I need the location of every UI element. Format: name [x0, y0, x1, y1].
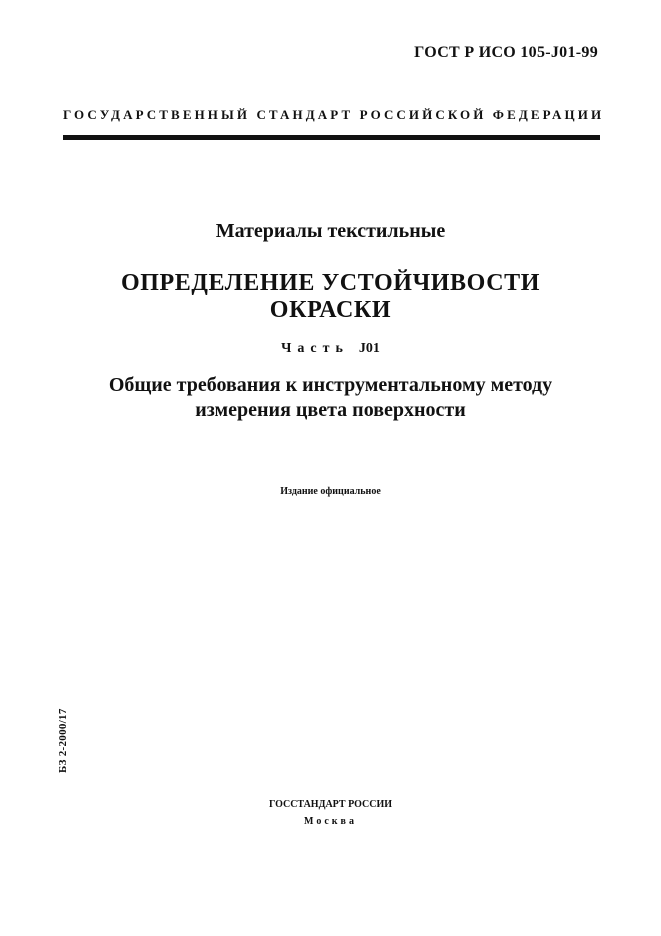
part-label — [0, 341, 661, 357]
edition-note: Издание официальное — [280, 486, 381, 497]
document-code: ГОСТ Р ИСО 105-J01-99 — [414, 44, 598, 61]
document-subject: Материалы текстильные — [215, 220, 446, 242]
side-code-text: БЗ 2-2000/17 — [57, 708, 69, 773]
publisher-city: Москва — [304, 816, 357, 827]
document-title — [0, 270, 661, 324]
part-title-line: Общие требования к инструментальному методу — [108, 374, 553, 396]
document-title-line: ОКРАСКИ — [269, 297, 392, 323]
publisher: ГОССТАНДАРТ РОССИИ — [268, 799, 393, 810]
part-title — [0, 373, 661, 423]
part-word: Часть — [281, 341, 349, 356]
document-title-line: ОПРЕДЕЛЕНИЕ УСТОЙЧИВОСТИ — [120, 270, 541, 296]
side-code — [57, 663, 83, 773]
state-standard-header: ГОСУДАРСТВЕННЫЙ СТАНДАРТ РОССИЙСКОЙ ФЕДЕРАЦИИ — [63, 107, 605, 122]
part-title-line: измерения цвета поверхности — [195, 399, 466, 421]
header-rule — [63, 135, 600, 140]
part-number: J01 — [358, 341, 380, 356]
